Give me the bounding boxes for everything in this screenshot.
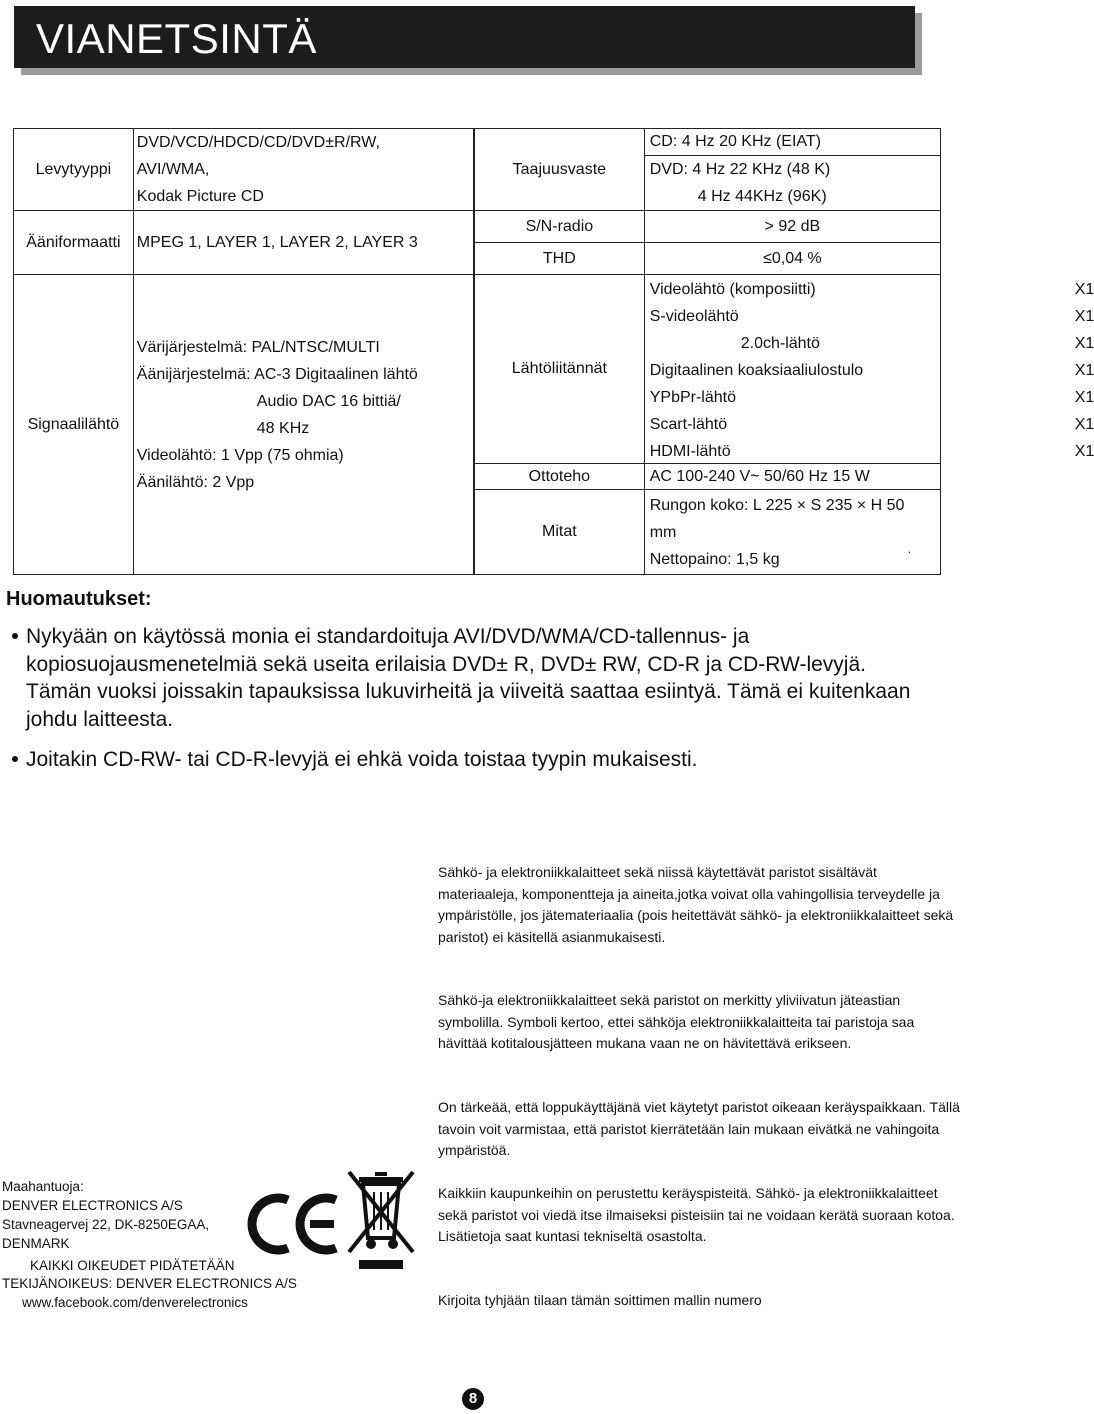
output-qty: X1 <box>1074 389 1094 406</box>
page-number-badge: 8 <box>462 1388 484 1410</box>
dimensions-value <box>644 490 940 575</box>
signal-line: 48 KHz <box>256 420 310 437</box>
notes-heading: Huomautukset: <box>6 588 152 610</box>
copyright-text: TEKIJÄNOIKEUS: DENVER ELECTRONICS A/S <box>2 1276 297 1291</box>
disc-type-value <box>133 129 473 211</box>
output-name: Videolähtö (komposiitti) <box>649 281 816 298</box>
ce-mark-icon <box>244 1190 344 1258</box>
signal-line: Värijärjestelmä: PAL/NTSC/MULTI <box>136 339 380 356</box>
output-name: Scart-lähtö <box>649 416 728 433</box>
power-label: Ottoteho <box>475 464 645 490</box>
audio-format-label: Ääniformaatti <box>14 211 134 275</box>
snr-label: S/N-radio <box>475 211 645 243</box>
note-bullet: Nykyään on käytössä monia ei standardoituja AVI/DVD/WMA/CD-tallennus- ja kopiosuojausmenetelmiä sekä useita erilaisia DVD± R, DVD± RW, CD-R ja CD-RW-levyjä. Tämän vuoksi joissakin tapauksissa lukuvirheitä ja viiveitä saattaa esiintyä. Tämä ei kuitenkaan johdu laitteesta. <box>26 625 911 731</box>
freq-label: Taajuusvaste <box>475 129 645 211</box>
freq-value <box>644 129 940 211</box>
freq-line: DVD: 4 Hz 22 KHz (48 K) <box>649 161 831 178</box>
output-qty: X1 <box>1074 362 1094 379</box>
rights-text: KAIKKI OIKEUDET PIDÄTETÄÄN <box>30 1258 235 1273</box>
output-qty: X1 <box>1074 416 1094 433</box>
weee-paragraph: Kaikkiin kaupunkeihin on perustettu keräyspisteitä. Sähkö- ja elektroniikkalaitteet sekä paristot voi viedä itse ilmaiseksi pisteisiin tai ne voidaan kerätä suoraan kotoa. Lisätietoja saat kuntasi tekniseltä osastolta. <box>438 1185 955 1244</box>
output-qty: X1 <box>1074 335 1094 352</box>
output-name: HDMI-lähtö <box>649 443 731 460</box>
output-name: YPbPr-lähtö <box>649 389 736 406</box>
output-name: 2.0ch-lähtö <box>740 335 820 352</box>
weee-paragraph: On tärkeää, että loppukäyttäjänä viet käytetyt paristot oikeaan keräyspaikkaan. Tällä tavoin voit varmistaa, että paristot kierrätetään lain mukaan eivätkä ne vahingoita ympäristöä. <box>438 1099 960 1158</box>
output-qty: X1 <box>1074 308 1094 325</box>
crossed-out-wheelie-bin-icon <box>345 1168 417 1272</box>
output-qty: X1 <box>1074 443 1094 460</box>
freq-line: 4 Hz 44KHz (96K) <box>697 188 827 205</box>
audio-format-value: MPEG 1, LAYER 1, LAYER 2, LAYER 3 <box>133 211 473 275</box>
outputs-label: Lähtöliitännät <box>475 275 645 464</box>
weee-paragraph: Sähkö- ja elektroniikkalaitteet sekä niissä käytettävät paristot sisältävät materiaaleja, komponentteja ja aineita,jotka voivat olla vahingollisia terveydelle ja ympäristölle, jos jätemateriaalia (pois heitettävät sähkö- ja elektroniikkalaitteet sekä paristot) ei käsitellä asianmukaisesti. <box>438 864 954 945</box>
note-bullet: Joitakin CD-RW- tai CD-R-levyjä ei ehkä voida toistaa tyypin mukaisesti. <box>26 748 698 771</box>
dimensions-dot: . <box>907 542 912 556</box>
disc-type-line: Kodak Picture CD <box>136 188 264 205</box>
output-qty: X1 <box>1074 281 1094 298</box>
signal-line: Videolähtö: 1 Vpp (75 ohmia) <box>136 447 344 464</box>
page-title: VIANETSINTÄ <box>36 15 317 62</box>
weee-paragraph: Kirjoita tyhjään tilaan tämän soittimen mallin numero <box>438 1292 762 1308</box>
weee-paragraph: Sähkö-ja elektroniikkalaitteet sekä paristot on merkitty yliviivatun jäteastian symbolilla. Symboli kertoo, ettei sähköja elektroniikkalaitteita tai paristoja saa hävittää kotitalousjätteen mukana vaan ne on hävitettävä erikseen. <box>438 992 915 1051</box>
signal-output-value <box>133 275 473 575</box>
left-spec-table <box>13 128 474 575</box>
dimensions-line: Rungon koko: L 225 × S 235 × H 50 <box>649 497 905 514</box>
importer-label: Maahantuoja: <box>2 1179 84 1194</box>
signal-line: Äänilähtö: 2 Vpp <box>136 474 255 491</box>
power-value: AC 100-240 V~ 50/60 Hz 15 W <box>644 464 940 490</box>
signal-output-label: Signaalilähtö <box>14 275 134 575</box>
thd-value: ≤0,04 % <box>644 243 940 275</box>
output-name: S-videolähtö <box>649 308 739 325</box>
snr-value: > 92 dB <box>644 211 940 243</box>
signal-line: Äänijärjestelmä: AC-3 Digitaalinen lähtö <box>136 366 418 383</box>
bullet-icon <box>12 756 18 762</box>
outputs-list <box>644 275 1094 464</box>
importer-country: DENMARK <box>2 1236 70 1251</box>
disc-type-line: AVI/WMA, <box>136 161 210 178</box>
dimensions-label: Mitat <box>475 490 645 575</box>
thd-label: THD <box>475 243 645 275</box>
disc-type-line: DVD/VCD/HDCD/CD/DVD±R/RW, <box>136 134 380 151</box>
signal-line: Audio DAC 16 bittiä/ <box>256 393 401 410</box>
freq-line: CD: 4 Hz 20 KHz (EIAT) <box>645 129 940 156</box>
web-link[interactable]: www.facebook.com/denverelectronics <box>22 1295 248 1310</box>
dimensions-line: Nettopaino: 1,5 kg <box>649 551 780 568</box>
importer-address: Stavneagervej 22, DK-8250EGAA, <box>2 1217 210 1232</box>
right-spec-table <box>474 128 1094 575</box>
output-name: Digitaalinen koaksiaaliulostulo <box>649 362 864 379</box>
importer-company: DENVER ELECTRONICS A/S <box>2 1198 183 1213</box>
bullet-icon <box>12 633 18 639</box>
disc-type-label: Levytyyppi <box>14 129 134 211</box>
dimensions-line: mm <box>649 524 677 541</box>
